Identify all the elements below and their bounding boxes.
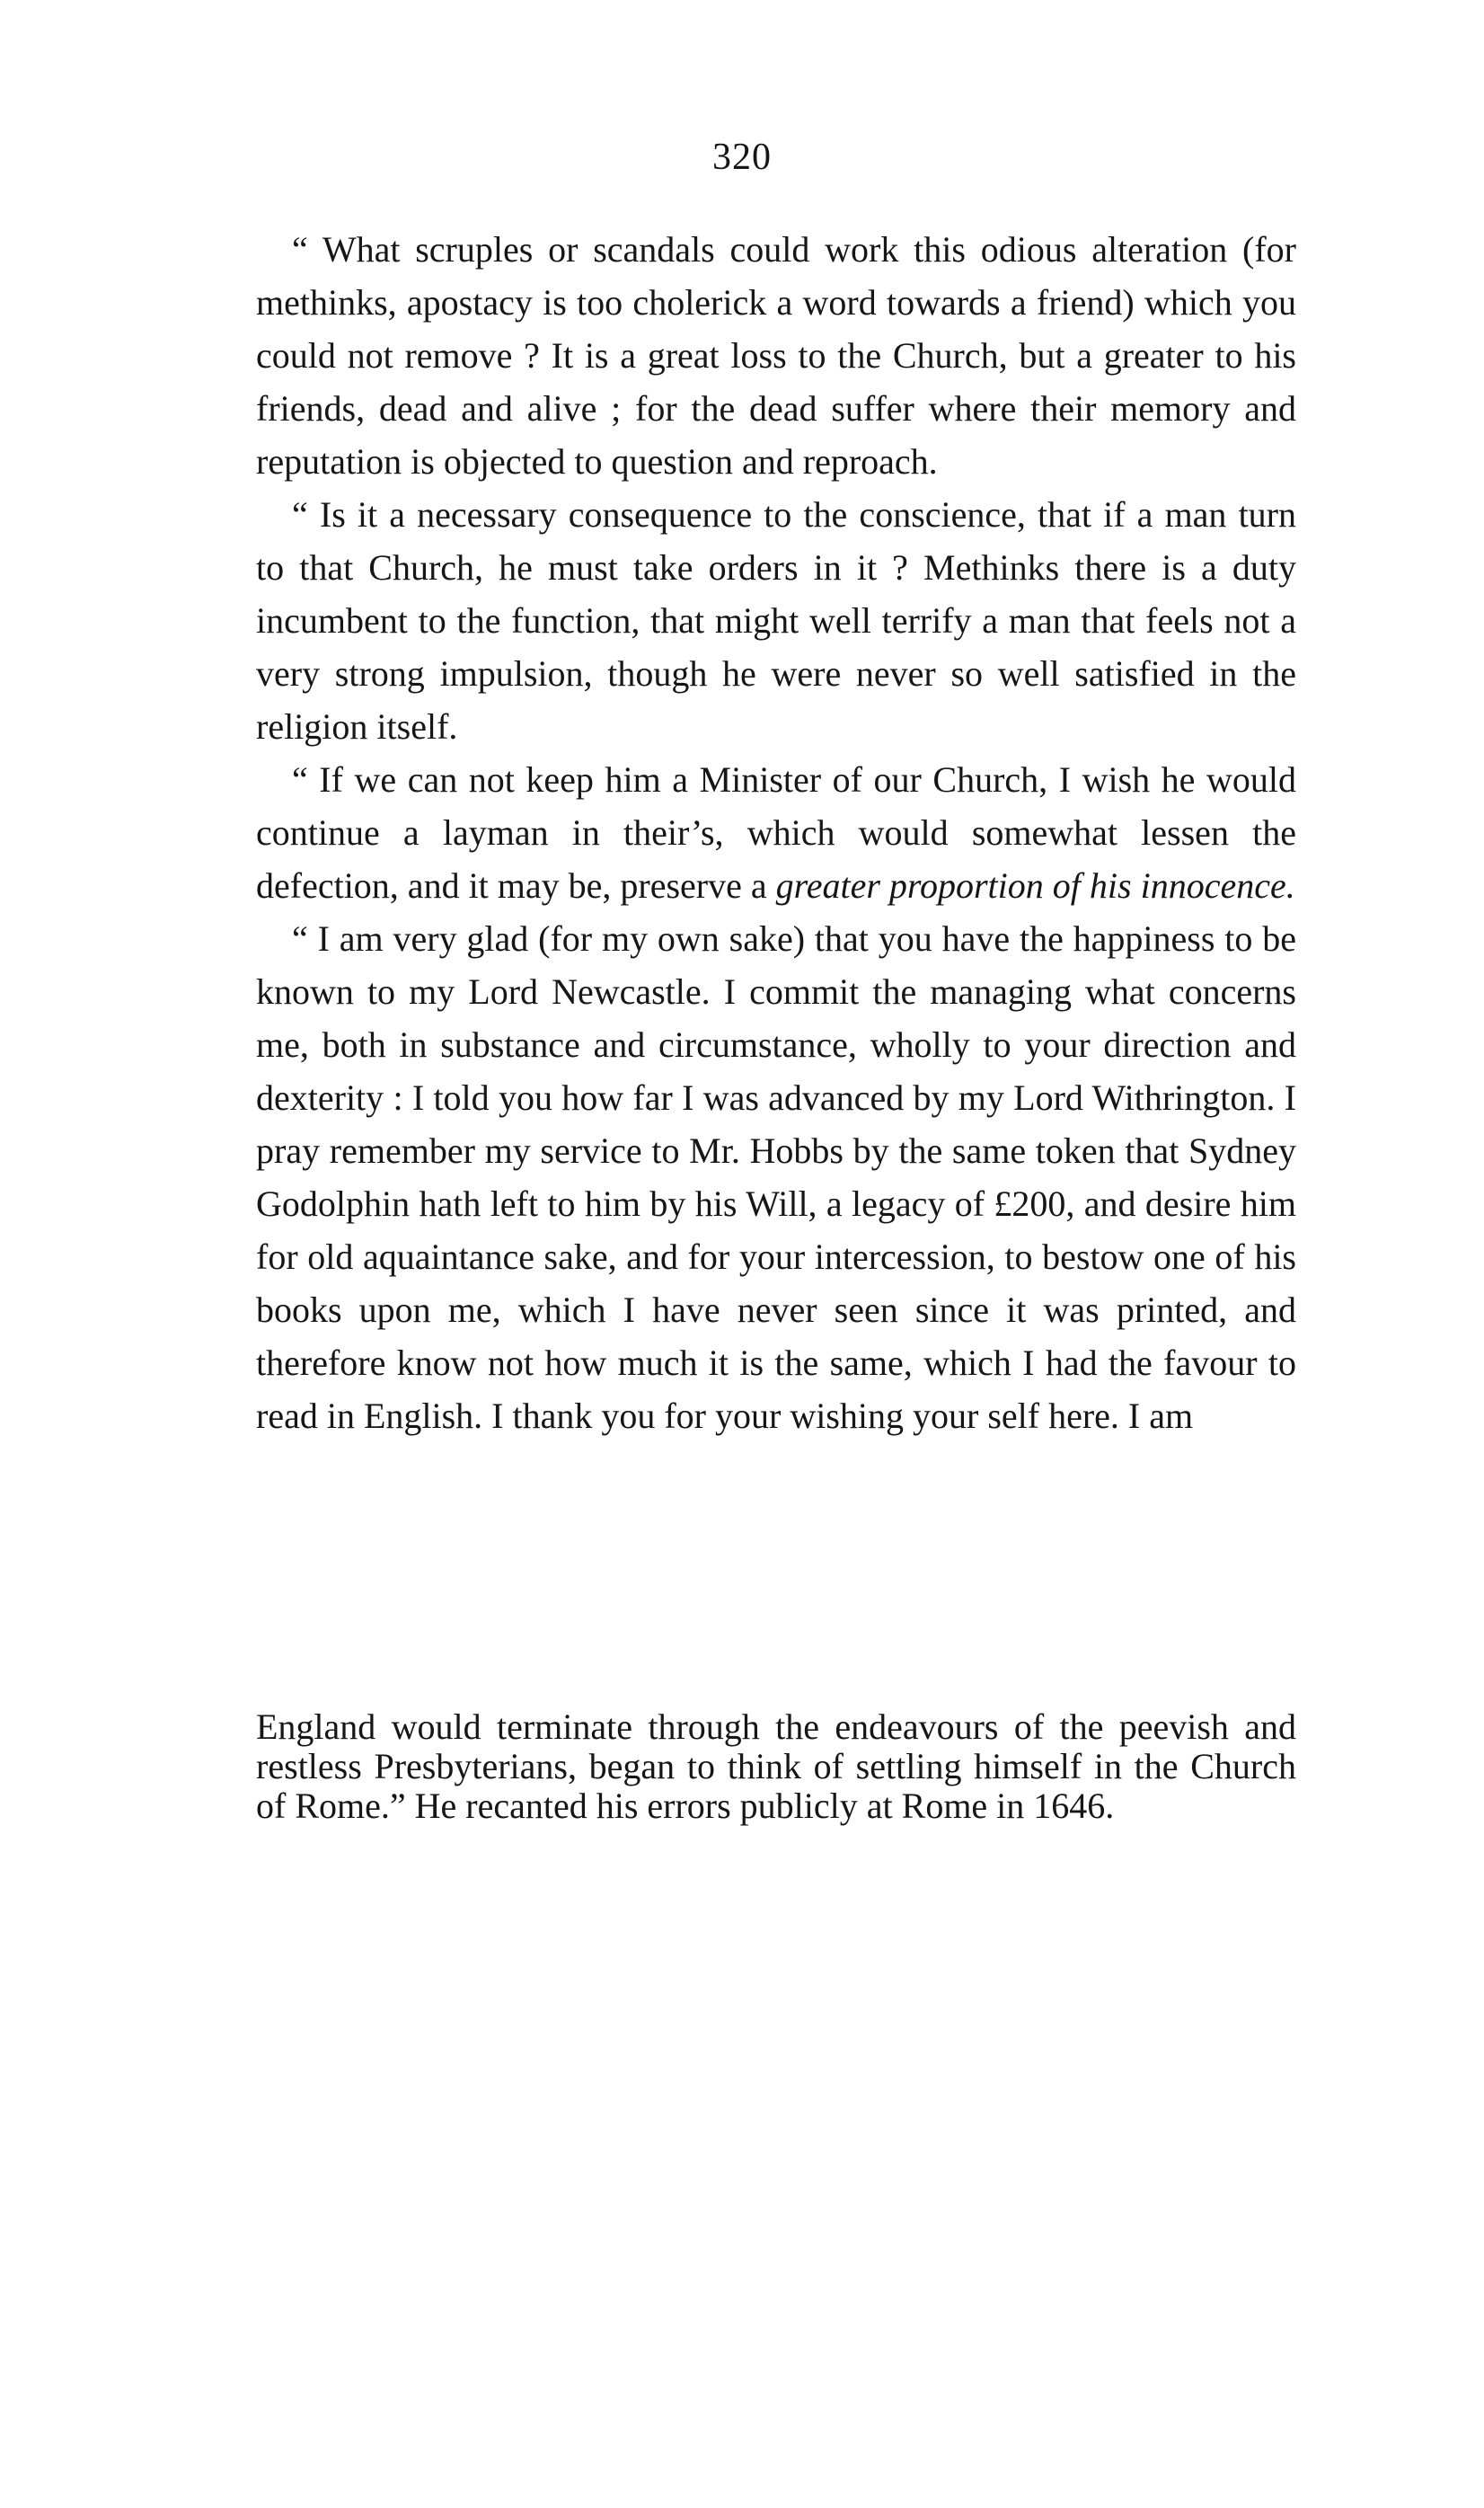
paragraph-1: “ What scruples or scandals could work this odious alteration (for methinks, apostacy is too cholerick a word towards a friend) which you could not remove ? It is a great loss to the Church, but a greater to his friends, dead and alive ; for the dead suffer where their memory and reputation is objected to question and reproach. <box>256 229 1296 482</box>
paragraph-2: “ Is it a necessary consequence to the conscience, that if a man turn to that Church, he must take orders in it ? Methinks there is a duty incumbent to the function, that might well terrify a man that feels not a very strong impulsion, though he were never so well satisfied in the religion itself. <box>256 494 1296 747</box>
paragraph-3 <box>256 753 1296 912</box>
footnote <box>256 1707 1296 1826</box>
paragraph-4: “ I am very glad (for my own sake) that you have the happiness to be known to my Lord Newcastle. I commit the managing what concerns me, both in substance and circumstance, wholly to your direction and dexterity : I told you how far I was advanced by my Lord Withrington. I pray remember my service to Mr. Hobbs by the same token that Sydney Godolphin hath left to him by his Will, a legacy of £200, and desire him for old aquaintance sake, and for your intercession, to bestow one of his books upon me, which I have never seen since it was printed, and therefore know not how much it is the same, which I had the favour to read in English. I thank you for your wishing your self here. I am <box>256 918 1296 1436</box>
footnote-text: England would terminate through the endeavours of the peevish and restless Presbyterians, began to think of settling himself in the Church of Rome.” He recanted his errors publicly at Rome in 1646. <box>256 1706 1296 1826</box>
paragraph-3-italic: greater proportion of his innocence. <box>775 865 1295 906</box>
main-text <box>256 223 1296 1442</box>
page-number: 320 <box>712 137 772 178</box>
paragraph-3-text: “ If we can not keep him a Minister of our Church, I wish he would continue a layman in their’s, which would somewhat lessen the defection, and it may be, preserve a <box>256 759 1296 906</box>
